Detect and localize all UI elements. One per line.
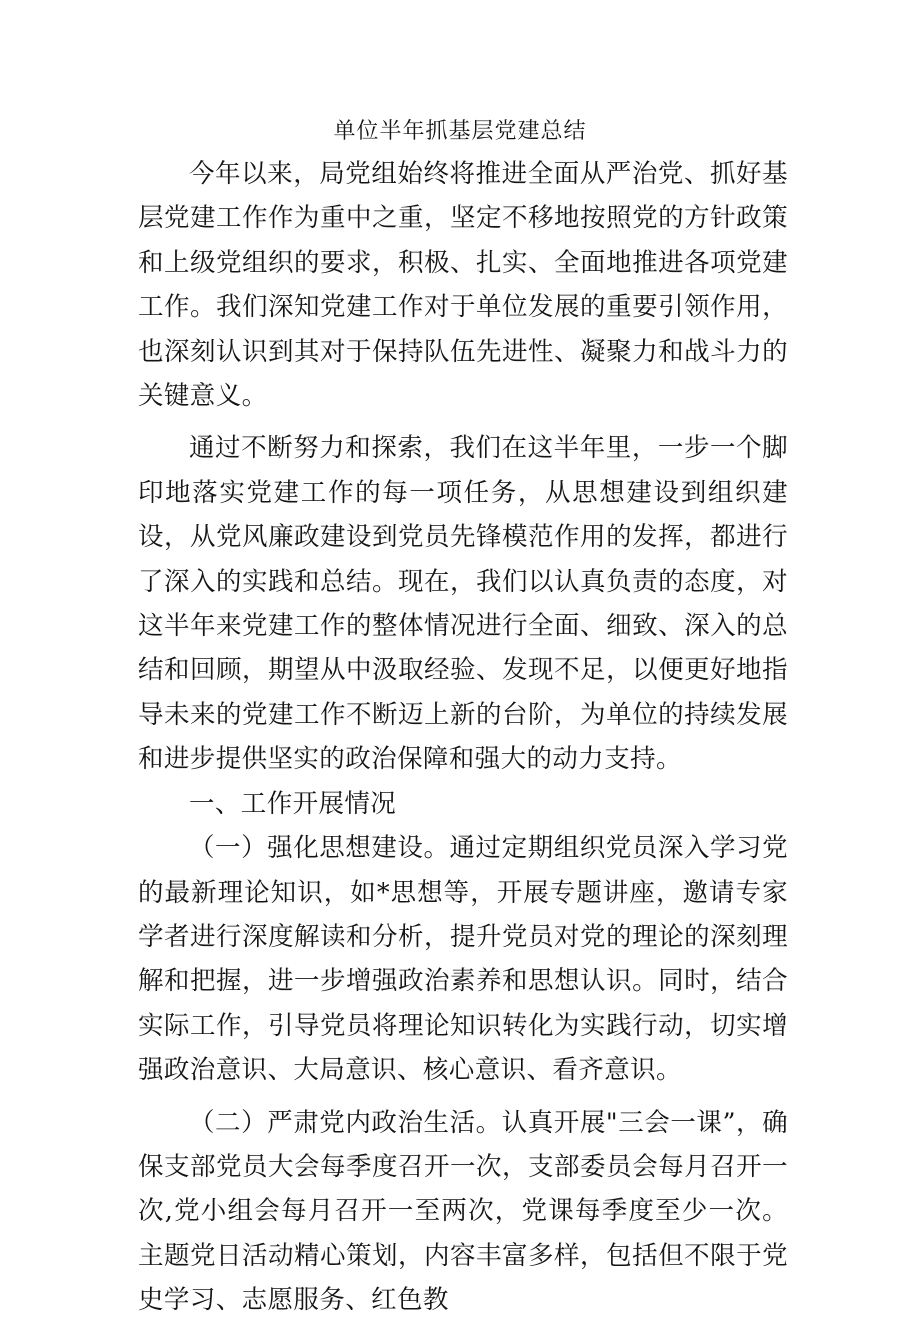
intro-paragraph-2: 通过不断努力和探索，我们在这半年里，一步一个脚印地落实党建工作的每一项任务，从思想建设到组织建设，从党风廉政建设到党员先锋模范作用的发挥，都进行了深入的实践和总结。现在，我们以认真负责的态度，对这半年来党建工作的整体情况进行全面、细致、深入的总结和回顾，期望从中汲取经验、发现不足，以便更好地指导未来的党建工作不断迈上新的台阶，为单位的持续发展和进步提供坚实的政治保障和强大的动力支持。 (138, 433, 788, 775)
document-body (138, 152, 788, 1323)
section-item-ideological-building: （一）强化思想建设。通过定期组织党员深入学习党的最新理论知识，如*思想等，开展专题讲座，邀请专家学者进行深度解读和分析，提升党员对党的理论的深刻理解和把握，进一步增强政治素养和思想认识。同时，结合实际工作，引导党员将理论知识转化为实践行动，切实增强政治意识、大局意识、核心意识、看齐意识。 (138, 833, 788, 1086)
intro-paragraph-1: 今年以来，局党组始终将推进全面从严治党、抓好基层党建工作作为重中之重，坚定不移地按照党的方针政策和上级党组织的要求，积极、扎实、全面地推进各项党建工作。我们深知党建工作对于单位发展的重要引领作用，也深刻认识到其对于保持队伍先进性、凝聚力和战斗力的关键意义。 (138, 159, 788, 412)
document-title: 单位半年抓基层党建总结 (333, 119, 587, 144)
section-item-political-life: （二）严肃党内政治生活。认真开展"三会一课”，确保支部党员大会每季度召开一次，支部委员会每月召开一次,党小组会每月召开一至两次，党课每季度至少一次。主题党日活动精心策划，内容丰富多样，包括但不限于党史学习、志愿服务、红色教 (138, 1107, 788, 1316)
section-heading-work-progress: 一、工作开展情况 (189, 788, 397, 819)
